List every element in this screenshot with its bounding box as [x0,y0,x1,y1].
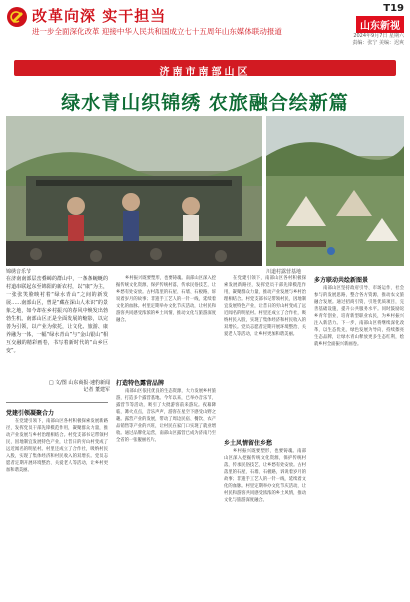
masthead [0,0,410,54]
photo1-caption: 锦绣音乐节 [6,269,32,275]
subhead-party-leadership: 党建引领凝聚合力 [6,410,55,417]
column-2-text: 南部山区依托优良的生态资源，大力发展乡村旅游，打造多个露营基地。今年以来，已举办音乐节、露营节等活动，吸引了大批游客前来游玩。夜幕降临，篝火点点，音乐声声，游客在星空下感受山野之趣。露营产业的发展，带动了周边民宿、餐饮、农产品销售等产业的兴旺，让村民在家门口实现了就业增收。通过品牌化运营，南部山区露营已成为济南乃至全省的一张靓丽名片。 [116,389,216,443]
party-emblem-icon [6,6,28,28]
article-column-3a [224,275,306,435]
column-2a-text: 乡村振兴既要塑形，也要铸魂。南部山区深入挖掘传统文化资源，保护传统村落，传承民俗技艺，让乡愁有处安放。古村落里的石屋、石墙、石板路，诉说着岁月的故事；非遗手工艺人的一针一线，延续着文化的血脉。村里定期举办文化节庆活动，让村民和游客共同感受浓浓的乡土风情，推动文化与旅游深度融合。 [116,276,216,323]
music-festival-photo [6,116,262,266]
campsite-photo [266,116,404,266]
headline: 绿水青山织锦绣 农旅融合绘新篇 [61,92,349,114]
editor-credit: 责编：张宁 美编：迟爽 [352,40,404,46]
byline [20,380,110,394]
campsite-image [266,116,404,266]
column-1-text: 在党建引领下，南部山区各村积极探索发展新路径，发挥党员干部先锋模范作用，凝聚群众力量，推动产业发展与乡村治理相结合。村党支部书记带领村民，因地制宜发展特色产业，让昔日的穷山村变成了远近闻名的明星村。村里还成立了合作社，吸纳村民入股，实现了集体经济和村民收入的双增长。党员志愿者定期开展环境整治、关爱老人等活动，让乡村更加和谐美丽。 [6,419,108,473]
byline-line-2: 记者 董建军 [83,387,110,393]
article-column-1 [6,418,108,598]
subhead-joint-development: 多方联动共绘新图景 [314,277,369,284]
column-4-text: 南部山区坚持政府引导、市场运作、社会参与的发展思路，整合各方资源，推动农文旅融合发展。通过招商引资，引进优质项目，完善基础设施，提升公共服务水平。同时鼓励返乡青年创业，培育新型职业农民，为乡村振兴注入新活力。下一步，南部山区将继续深化改革，以生态优先、绿色发展为导向，持续擦亮生态品牌，让绿水青山释放更多生态红利，绘就乡村全面振兴新画卷。 [314,286,404,347]
music-festival-image [6,116,262,266]
column-3-text: 乡村振兴既要塑形，也要铸魂。南部山区深入挖掘传统文化资源，保护传统村落，传承民俗技艺，让乡愁有处安放。古村落里的石屋、石墙、石板路，诉说着岁月的故事；非遗手工艺人的一针一线，延续着文化的血脉。村里定期举办文化节庆活动，让村民和游客共同感受浓浓的乡土风情，推动文化与旅游深度融合。 [224,449,306,503]
article-column-2a [116,275,216,375]
section-badge: 山东新视 [356,16,404,33]
region-banner-label: 济南市南部山区 [159,67,251,78]
article-column-3 [224,448,306,598]
article-column-4 [314,285,404,598]
lead-divider [6,402,108,403]
masthead-right [324,3,404,51]
subhead-rural-culture: 乡土风情留住乡愁 [224,440,273,447]
byline-line-1: □ 文/图 山东商报·速豹新闻 [48,380,110,386]
subhead-camping-brand: 打造特色露营品牌 [116,380,165,387]
lead-paragraph: 在济南南部层峦叠嶂的群山中，一条条蜿蜒的村道串联起东至锦阳的新农村，以“康”为主，一张张笑脸映衬着“绿水青山”之间的新发展……南部山区，曾是“藏在深山人未识”的景象之地，如今却在乡村振兴的春风中焕发出勃勃生机。南部山区正是全面发展的缩影，以完善为引领，以产业为依托，让文化、旅游、康养融为一体，一幅“绿水青山”与“金山银山”相互交融的精彩画卷，书写着新时代的“山乡巨变”。 [6,276,108,354]
masthead-title: 改革向深 实干担当 [32,7,167,25]
page-number: T19 [383,3,404,14]
column-3a-text: 在党建引领下，南部山区各村积极探索发展新路径，发挥党员干部先锋模范作用，凝聚群众力量，推动产业发展与乡村治理相结合。村党支部书记带领村民，因地制宜发展特色产业，让昔日的穷山村变成了远近闻名的明星村。村里还成立了合作社，吸纳村民入股，实现了集体经济和村民收入的双增长。党员志愿者定期开展环境整治、关爱老人等活动，让乡村更加和谐美丽。 [224,276,306,337]
photo2-caption: 川道村露营基地 [266,269,302,275]
issue-date: 2024年9月7日 星期六 [353,33,404,39]
region-banner [14,60,396,76]
article-column-2 [116,388,216,598]
masthead-subtitle: 进一步全面深化改革 迎接中华人民共和国成立七十五周年山东媒体联动报道 [32,27,282,36]
